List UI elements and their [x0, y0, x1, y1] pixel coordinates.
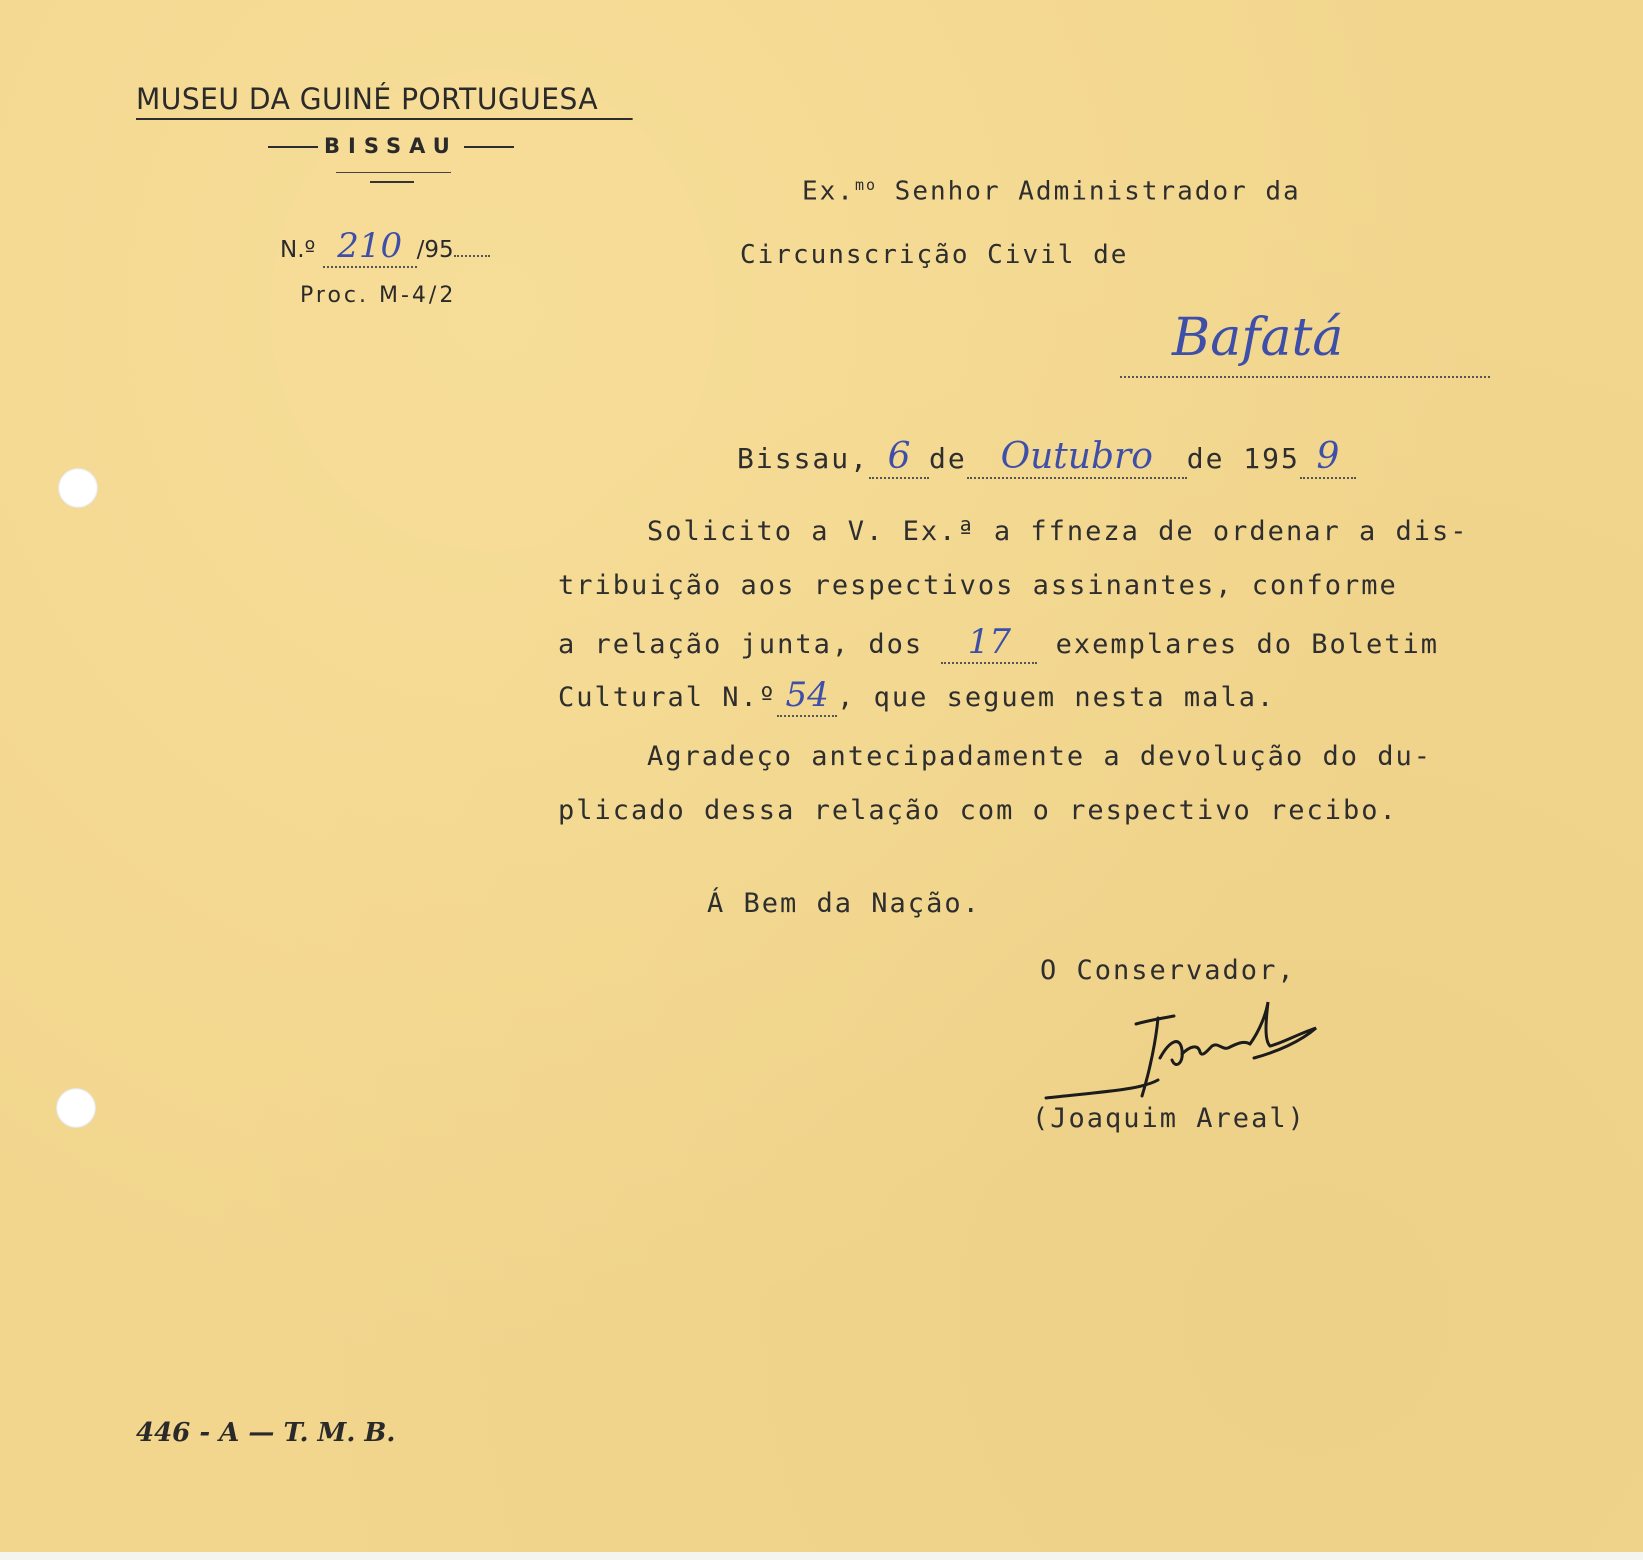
number-prefix: N.º [280, 237, 316, 263]
addressee-line-1 [802, 176, 1301, 207]
process-reference: Proc. M-4/2 [300, 283, 457, 308]
date-connector-2: de 195 [1186, 442, 1300, 475]
body-line-2: tribuição aos respectivos assinantes, conforme [558, 570, 1398, 601]
date-year-handwritten: 9 [1316, 436, 1340, 477]
number-suffix: /95 [416, 237, 454, 263]
letterhead-city [262, 134, 520, 158]
date-day-blank [869, 436, 929, 479]
city-dash-right [464, 146, 514, 148]
letterhead [136, 82, 648, 158]
copies-blank [941, 622, 1037, 664]
copies-handwritten: 17 [967, 622, 1011, 662]
bulletin-number-blank [777, 675, 837, 717]
body-line-3-after: exemplares do Boletim [1037, 629, 1439, 660]
body-line-4 [558, 675, 1275, 717]
bulletin-number-handwritten: 54 [785, 675, 829, 715]
scan-edge [0, 1552, 1643, 1560]
body-line-1: Solicito a V. Ex.ª a ffneza de ordenar a dis- [647, 516, 1469, 547]
date-month-blank [967, 436, 1187, 479]
date-year-blank [1300, 436, 1356, 479]
addressee-title-superscript: mo [854, 176, 878, 194]
signer-name: (Joaquim Areal) [1032, 1103, 1306, 1134]
date-day-handwritten: 6 [887, 436, 911, 477]
body-line-3-before: a relação junta, dos [558, 629, 942, 660]
punch-hole-top [58, 468, 98, 508]
date-place: Bissau, [737, 442, 870, 475]
addressee-title-rest: Senhor Administrador da [877, 176, 1301, 207]
date-month-handwritten: Outubro [1000, 436, 1153, 477]
body-line-5: Agradeço antecipadamente a devolução do du- [647, 741, 1432, 772]
body-line-4-before: Cultural N.º [558, 682, 778, 713]
body-line-6: plicado dessa relação com o respectivo recibo. [558, 795, 1398, 826]
body-line-3 [558, 622, 1439, 664]
city-dash-left [268, 146, 318, 148]
letterhead-rule-short [370, 181, 414, 183]
addressee-place-line [1120, 376, 1490, 378]
number-handwritten: 210 [323, 226, 417, 268]
signer-title: O Conservador, [1040, 955, 1296, 986]
letterhead-rule [336, 172, 451, 173]
body-line-4-after: , que seguem nesta mala. [837, 682, 1276, 713]
handwritten-signature [1040, 1000, 1330, 1120]
addressee-place-handwritten: Bafatá [1172, 308, 1344, 368]
addressee-title-prefix: Ex. [802, 176, 855, 207]
reference-number [280, 226, 490, 268]
institution-name: MUSEU DA GUINÉ PORTUGUESA [136, 82, 633, 120]
city-name: BISSAU [324, 134, 458, 158]
punch-hole-bottom [56, 1088, 96, 1128]
addressee-line-2: Circunscrição Civil de [740, 240, 1129, 270]
date-line [737, 436, 1356, 479]
closing-salutation: Á Bem da Nação. [707, 888, 981, 919]
form-code: 446 - A — T. M. B. [136, 1418, 396, 1448]
date-connector-1: de [929, 442, 967, 475]
number-dots [454, 255, 490, 257]
